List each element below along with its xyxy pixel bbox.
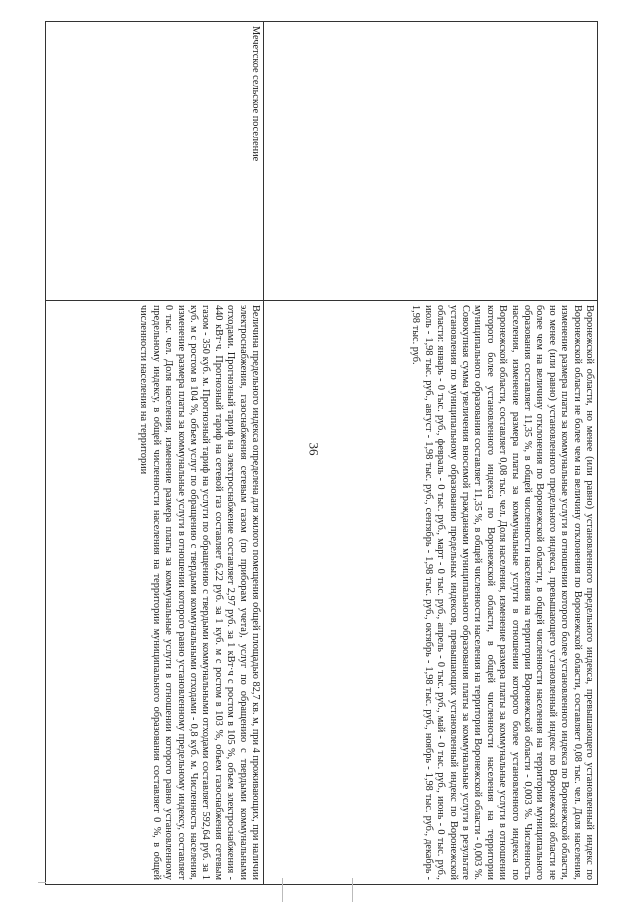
- municipality-cell: [264, 22, 598, 301]
- margin-line: [352, 878, 353, 902]
- table-row: [46, 22, 264, 885]
- margin-line: [282, 878, 283, 902]
- municipality-cell: Мечетское сельское поселение: [46, 22, 264, 301]
- description-cell: Воронежской области, но менее (или равно) установленного предельного индекса, превышающего установленный индекс по Воронежской области не более чем на величину отклонения по Воронежской области, составляет 0,08 тыс. чел. Доля населения, изменение размера платы за коммунальные услуги в отношении которого более установленного индекса по Воронежской области, но менее (или равно) установленного предельного индекса, превышающего установленный индекс по Воронежской области не более чем на величину отклонения по Воронежской области, в общей численности населения на территории муниципального образования составляет 11,35 %, в общей численности населения на территории Воронежской области - 0,003 %. Численность населения, изменение размера платы за коммунальные услуги в отношении которого более установленного индекса по Воронежской области, составляет 0,08 тыс. чел. Доля населения, изменение размера платы за коммунальные услуги в отношении которого более установленного индекса по Воронежской области, в общей численности населения на территории муниципального образования составляет 11,35 %, в общей численности населения на территории Воронежской области - 0,003 %. Совокупная сумма увеличения вносимой гражданами муниципального образования платы за коммунальные услуги в результате установления по муниципальному образованию предельных индексов, превышающих установленный индекс по Воронежской области: январь - 0 тыс. руб., февраль - 0 тыс. руб., март - 0 тыс. руб., апрель - 0 тыс. руб., май - 0 тыс. руб., июнь - 0 тыс. руб., июль - 1,98 тыс. руб., август - 1,98 тыс. руб., сентябрь - 1,98 тыс. руб., октябрь - 1,98 тыс. руб., ноябрь - 1,98 тыс. руб., декабрь - 1,98 тыс. руб.: [264, 301, 598, 885]
- description-cell: Величина предельного индекса определена для жилого помещения общей площадью 82,7 кв. м, при 4 проживающих, при наличии электроснабжения, газоснабжения сетевым газом (по приборам учета), услуг по обращению с твердыми коммунальными отходами. Прогнозный тариф на электроснабжение составляет 2,97 руб. за 1 кВт·ч с ростом в 105 %, объем электроснабжения - 440 кВт·ч. Прогнозный тариф на сетевой газ составляет 6,22 руб. за 1 куб. м с ростом в 103 %, объем газоснабжения сетевым газом - 350 куб. м. Прогнозный тариф на услуги по обращению с твердыми коммунальными отходами составляет 592,64 руб. за 1 куб. м с ростом в 104 %, объем услуг по обращению с твердыми коммунальными отходами - 0,8 куб. м. Численность населения, изменение размера платы за коммунальные услуги в отношении которого равно установленному предельному индексу, составляет 0 тыс. чел. Доля населения, изменение размера платы за коммунальные услуги в отношении которого равно установленному предельному индексу, в общей численности населения на территории муниципального образования составляет 0 %, в общей численности населения на территории: [46, 301, 264, 885]
- document-table: [45, 21, 598, 885]
- table-row: [264, 22, 598, 885]
- margin-line: [38, 882, 46, 883]
- rotated-content: [48, 21, 598, 885]
- page-number: 36: [306, 442, 322, 456]
